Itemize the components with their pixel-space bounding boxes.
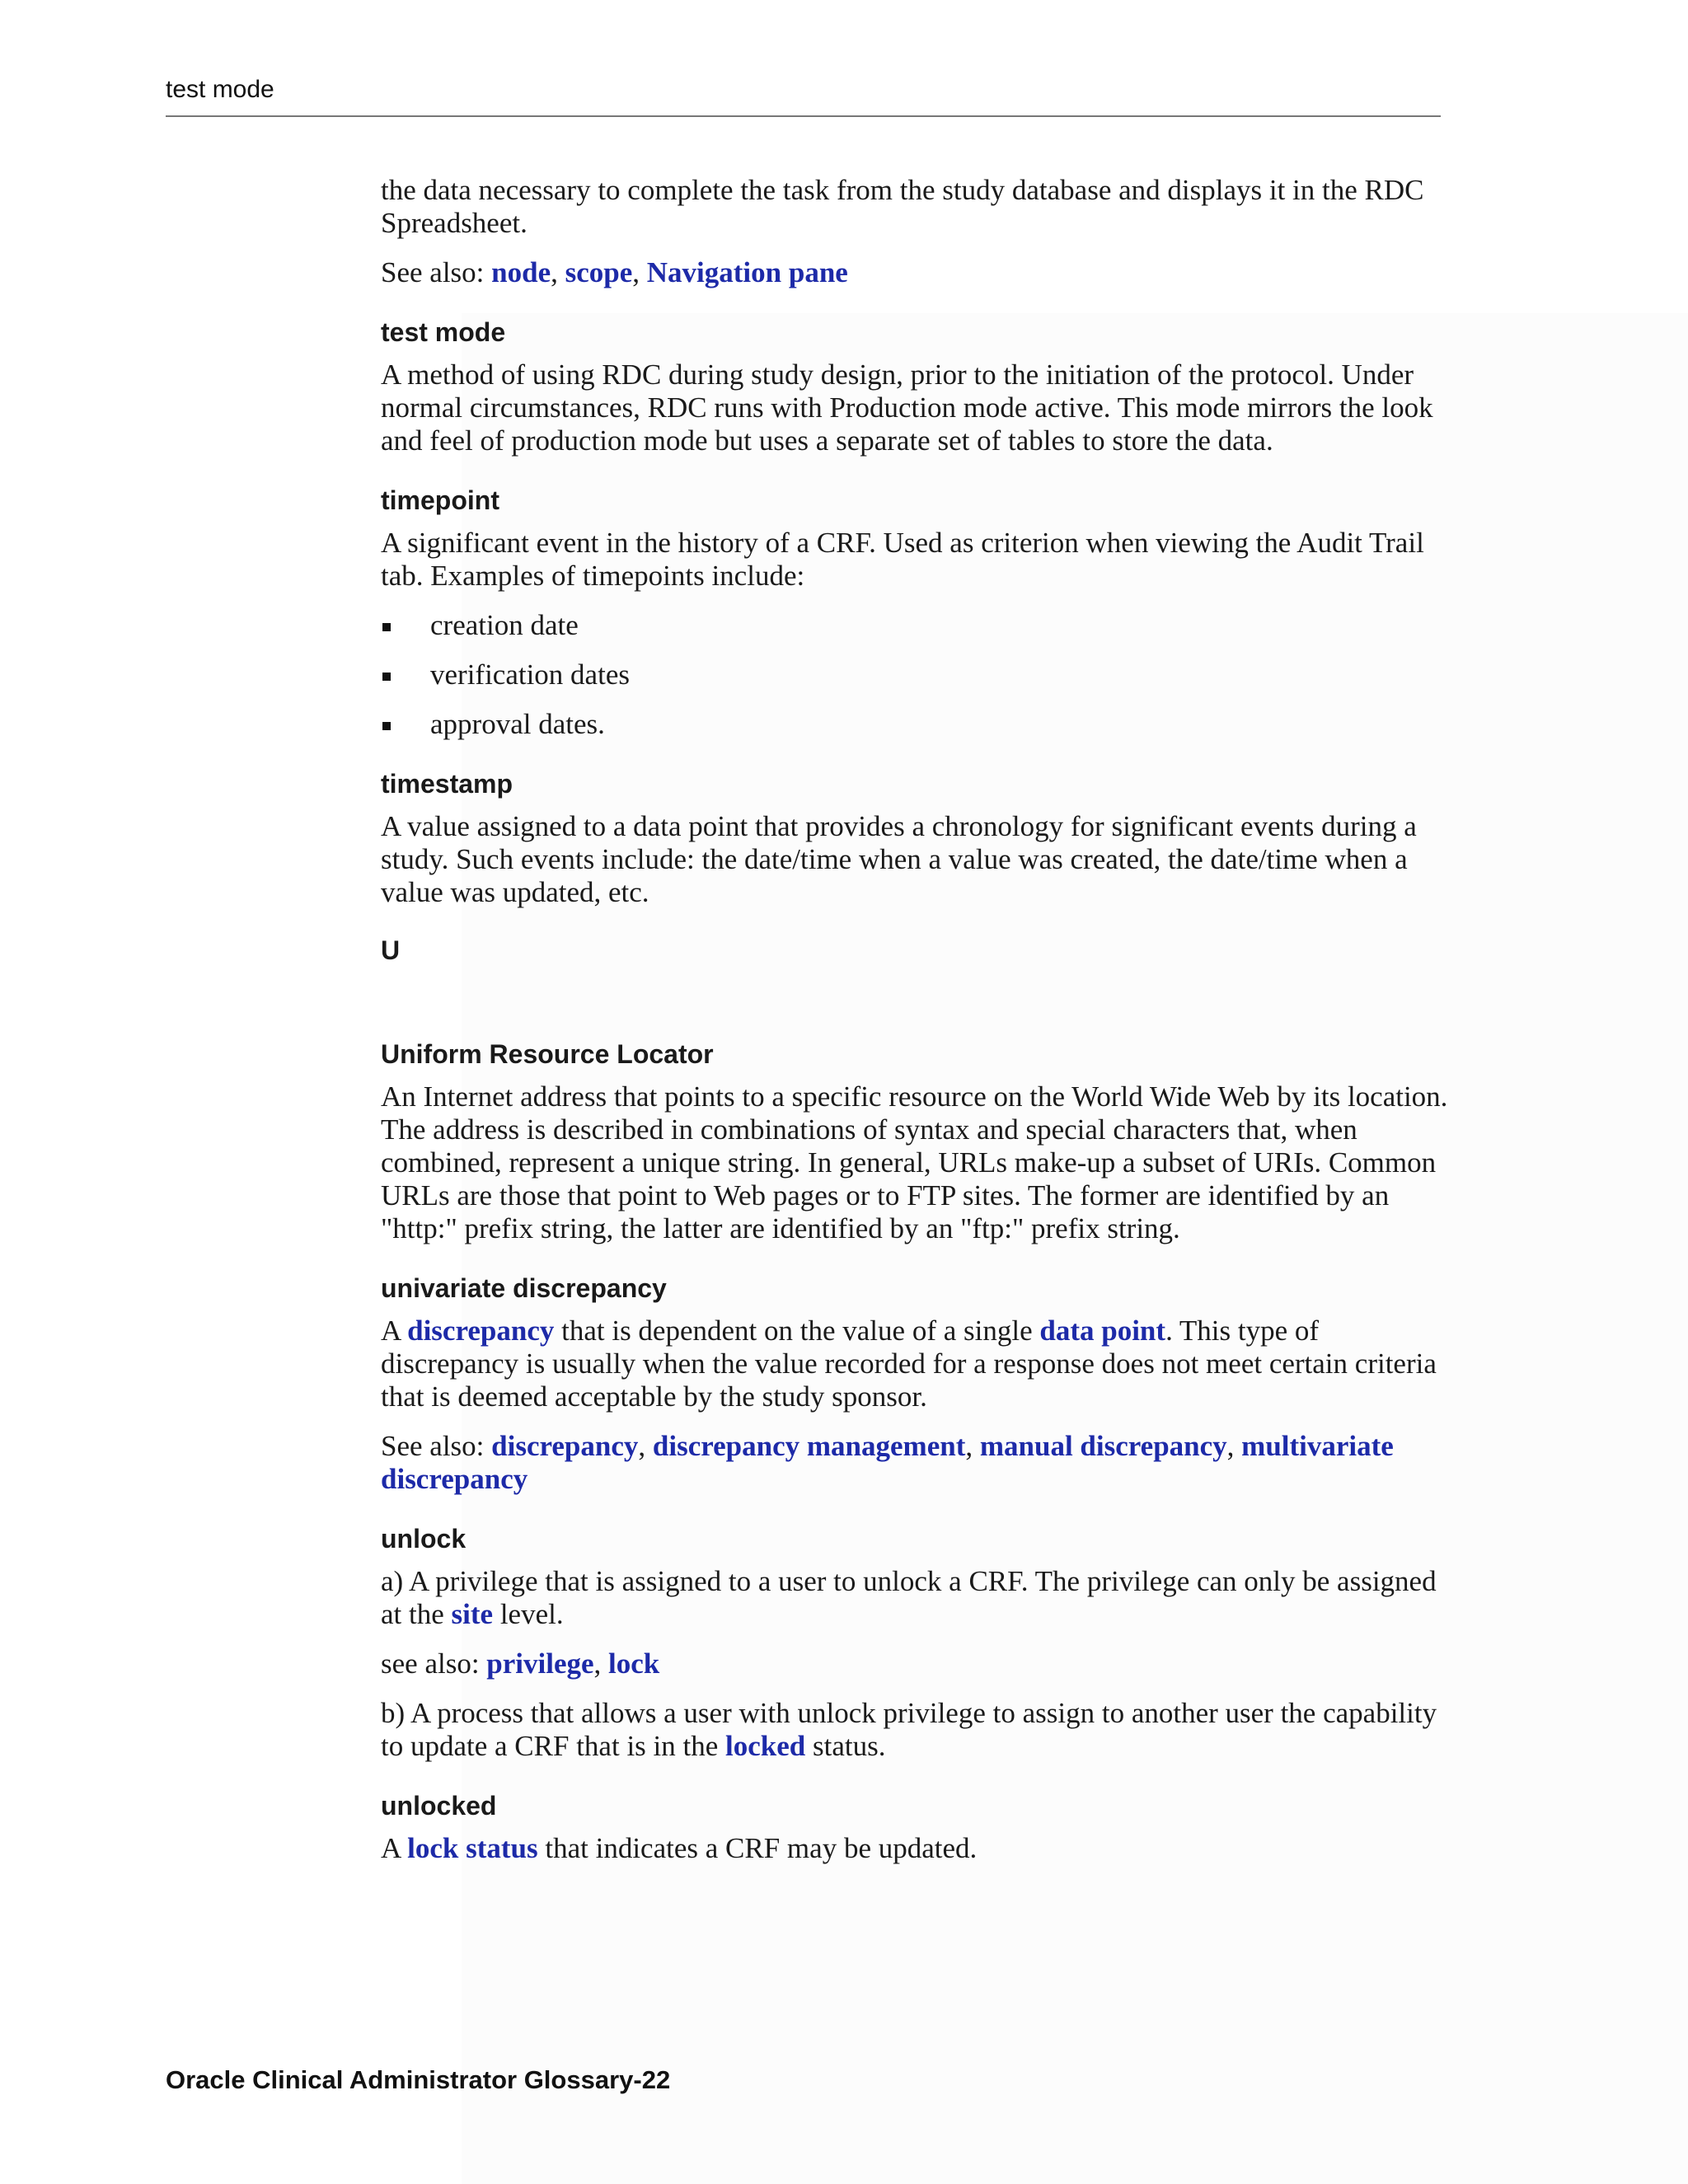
definition-text: b) A process that allows a user with unlock privilege to assign to another user the capability to update a CRF that is in the	[381, 1697, 1437, 1762]
definition-text: a) A privilege that is assigned to a user to unlock a CRF. The privilege can only be assigned at the	[381, 1565, 1437, 1630]
definition-timestamp: A value assigned to a data point that provides a chronology for significant events during a study. Such events include: the date/time when a value was created, the date/time when a value was updated, etc.	[381, 810, 1417, 908]
term-timepoint: timepoint	[381, 485, 499, 515]
list-item	[381, 658, 1452, 691]
list-item-text: approval dates.	[430, 708, 605, 740]
see-also-label: see also:	[381, 1647, 487, 1680]
definition-text: level.	[493, 1598, 564, 1630]
term-unlock: unlock	[381, 1524, 467, 1554]
see-also-label: See also:	[381, 1430, 492, 1462]
definition-text: A	[381, 1315, 408, 1347]
square-bullet-icon	[382, 673, 391, 681]
intro-text: the data necessary to complete the task from the study database and displays it in the RDC Spreadsheet.	[381, 174, 1424, 239]
definition-timepoint: A significant event in the history of a CRF. Used as criterion when viewing the Audit Trail tab. Examples of timepoints include:	[381, 527, 1424, 592]
link-data-point[interactable]: data point	[1039, 1315, 1166, 1347]
intro-paragraph	[381, 174, 1452, 240]
unlock-see-also: see also: privilege, lock	[381, 1647, 660, 1680]
term-uniform-resource-locator: Uniform Resource Locator	[381, 1039, 714, 1069]
link-lock[interactable]: lock	[608, 1647, 660, 1680]
definition-unlock-b	[381, 1697, 1452, 1763]
link-scope[interactable]: scope	[565, 256, 633, 288]
square-bullet-icon	[382, 623, 391, 631]
definition-text: . This type of discrepancy is usually when the value recorded for a response does not meet certain criteria that is deemed acceptable by the study sponsor.	[381, 1315, 1437, 1413]
list-item-text: creation date	[430, 609, 579, 641]
link-multivariate-discrepancy[interactable]: multivariate discrepancy	[381, 1430, 1394, 1495]
timepoint-examples-list	[381, 609, 1452, 741]
link-navigation-pane[interactable]: Navigation pane	[646, 256, 848, 288]
definition-test-mode: A method of using RDC during study design, prior to the initiation of the protocol. Under normal circumstances, RDC runs with Production mode active. This mode mirrors the look and feel of production mode but uses a separate set of tables to store the data.	[381, 359, 1433, 457]
univariate-see-also: See also: discrepancy, discrepancy management, manual discrepancy, multivariate discrepancy	[381, 1430, 1394, 1495]
term-test-mode: test mode	[381, 317, 506, 347]
list-item	[381, 609, 1452, 642]
page-footer: Oracle Clinical Administrator Glossary-22	[166, 2065, 671, 2094]
link-site[interactable]: site	[451, 1598, 494, 1630]
definition-text: A	[381, 1832, 408, 1864]
link-privilege[interactable]: privilege	[486, 1647, 594, 1680]
link-discrepancy-management[interactable]: discrepancy management	[652, 1430, 966, 1462]
term-unlocked: unlocked	[381, 1791, 497, 1821]
link-node[interactable]: node	[491, 256, 551, 288]
definition-univariate-discrepancy	[381, 1315, 1452, 1413]
link-discrepancy[interactable]: discrepancy	[407, 1315, 555, 1347]
definition-unlock-a	[381, 1565, 1452, 1631]
glossary-content	[381, 174, 1452, 1882]
definition-text: that is dependent on the value of a single	[554, 1315, 1040, 1347]
link-locked[interactable]: locked	[725, 1730, 806, 1762]
see-also-label: See also:	[381, 256, 492, 288]
square-bullet-icon	[382, 722, 391, 730]
running-header: test mode	[166, 76, 274, 103]
link-lock-status[interactable]: lock status	[407, 1832, 538, 1864]
definition-uniform-resource-locator: An Internet address that points to a specific resource on the World Wide Web by its location. The address is described in combinations of syntax and special characters that, when combined, represent a unique string. In general, URLs make-up a subset of URIs. Common URLs are those that point to Web pages or to FTP sites. The former are identified by an "http:" prefix string, the latter are identified by an "ftp:" prefix string.	[381, 1080, 1448, 1244]
definition-text: status.	[805, 1730, 886, 1762]
definition-text: that indicates a CRF may be updated.	[537, 1832, 978, 1864]
list-item	[381, 708, 1452, 741]
header-divider	[166, 115, 1441, 117]
term-univariate-discrepancy: univariate discrepancy	[381, 1273, 667, 1303]
section-letter-u: U	[381, 935, 401, 965]
term-timestamp: timestamp	[381, 769, 513, 799]
list-item-text: verification dates	[430, 658, 630, 691]
link-discrepancy[interactable]: discrepancy	[491, 1430, 639, 1462]
link-manual-discrepancy[interactable]: manual discrepancy	[979, 1430, 1227, 1462]
intro-see-also: See also: node, scope, Navigation pane	[381, 256, 848, 288]
definition-unlocked	[381, 1832, 1452, 1865]
